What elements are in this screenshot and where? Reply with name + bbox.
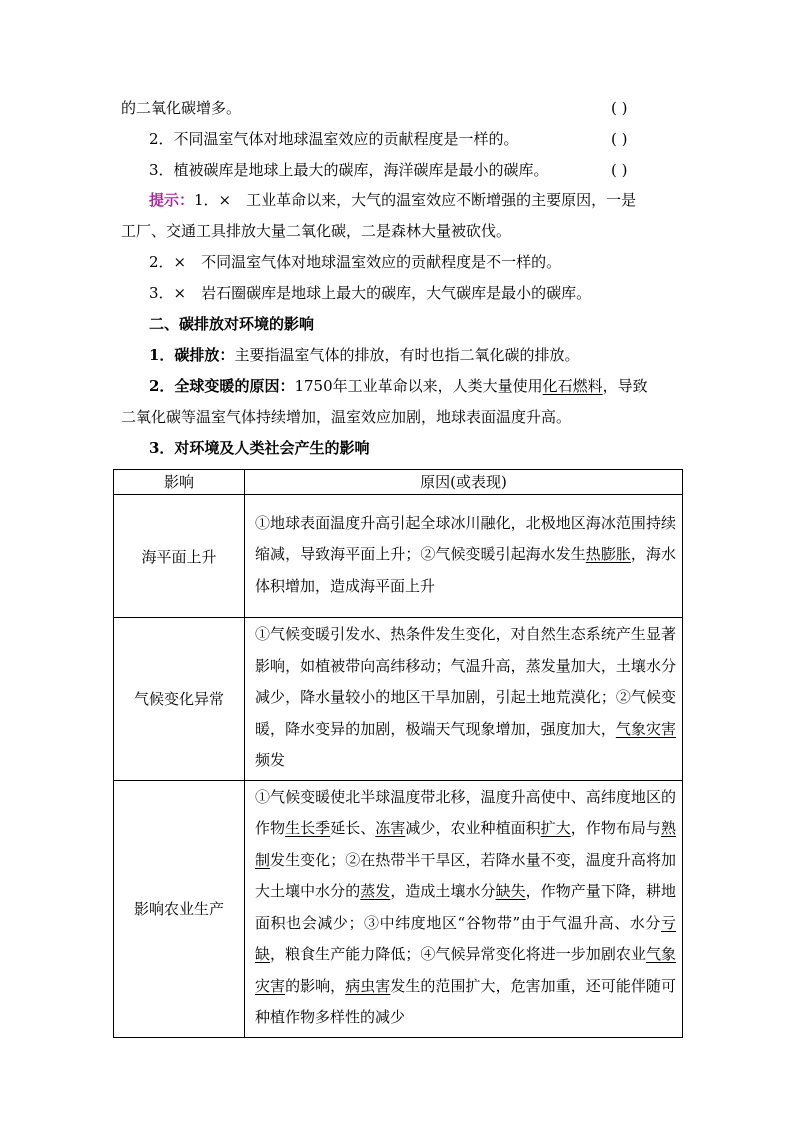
item-1-label: 1．碳排放： xyxy=(149,346,235,364)
underlined-term: 扩大 xyxy=(540,819,571,837)
cause-text: ，作物布局与 xyxy=(570,819,661,837)
impact-cell: 影响农业生产 xyxy=(114,780,245,1037)
item-2-text-a: 1750年工业革命以来，人类大量使用 xyxy=(294,377,543,395)
underlined-term: 冻害 xyxy=(375,819,406,837)
underlined-term: 生长季 xyxy=(285,819,331,837)
item-1 xyxy=(149,345,579,365)
underlined-term: 热膨胀 xyxy=(585,545,631,564)
hint-line-3: 2．× 不同温室气体对地球温室效应的贡献程度是不一样的。 xyxy=(149,253,562,271)
item-2-label: 2．全球变暖的原因： xyxy=(149,377,295,395)
underlined-term: 亏缺 xyxy=(255,913,676,963)
answer-blank-1: ( ) xyxy=(611,99,628,117)
cause-cell xyxy=(245,780,683,1037)
cause-text: ①气候变暖引发水、热条件发生变化，对自然生态系统产生显著影响，如植被带向高纬移动；气温升高，蒸发量加大，土壤水分减少，降水量较小的地区干旱加剧，引起土地荒漠化；②气候变暖，降水变异的加剧，极端天气现象增加，强度加大， xyxy=(255,625,676,738)
cause-cell xyxy=(245,495,683,618)
underlined-term: 气象灾害 xyxy=(255,945,676,995)
question-2: 2．不同温室气体对地球温室效应的贡献程度是一样的。 xyxy=(149,130,519,148)
table-row xyxy=(114,618,683,781)
cause-text: 发生变化；②在热带半干旱区，若降水量不变，温度升高将加大土壤中水分的 xyxy=(255,850,676,900)
table-row xyxy=(114,780,683,1037)
hint-line-2: 工厂、交通工具排放大量二氧化碳，二是森林大量被砍伐。 xyxy=(121,222,512,240)
hint-line-4: 3．× 岩石圈碳库是地球上最大的碳库，大气碳库是最小的碳库。 xyxy=(149,284,592,302)
cause-text: ①气候变暖使北半球温度带北移，温度升高使中、高纬度地区的作物 xyxy=(255,787,676,837)
cause-text: ，粮食生产能力降低；④气候异常变化将进一步加剧农业 xyxy=(270,945,646,963)
header-cause: 原因(或表现) xyxy=(245,470,683,495)
underlined-term: 病虫害 xyxy=(345,976,391,995)
hint-label: 提示： xyxy=(149,191,195,209)
cause-text: ，造成土壤水分 xyxy=(390,882,496,900)
underlined-term: 蒸发 xyxy=(360,882,391,900)
underlined-term: 气象灾害 xyxy=(615,719,676,738)
cause-cell xyxy=(245,618,683,781)
cause-text: 的影响， xyxy=(285,976,346,995)
hint-text-1: 1．× 工业革命以来，大气的温室效应不断增强的主要原因，一是 xyxy=(194,191,637,209)
item-1-text: 主要指温室气体的排放，有时也指二氧化碳的排放。 xyxy=(234,346,580,364)
header-impact: 影响 xyxy=(114,470,245,495)
item-2-line-2: 二氧化碳等温室气体持续增加，温室效应加剧，地球表面温度升高。 xyxy=(121,408,572,426)
cause-text: 发生的范围扩大，危害加重，还可能伴随可种植作物多样性的减少 xyxy=(255,976,676,1026)
cause-text: ①地球表面温度升高引起全球冰川融化，北极地区海冰范围持续缩减，导致海平面上升；②气候变暖引起海水发生 xyxy=(255,513,676,564)
question-1-continuation: 的二氧化碳增多。 xyxy=(121,99,242,117)
cause-text: ，海水体积增加，造成海平面上升 xyxy=(255,545,676,595)
answer-blank-3: ( ) xyxy=(611,161,628,179)
hint-line-1 xyxy=(149,190,636,210)
section-heading: 二、碳排放对环境的影响 xyxy=(149,315,315,333)
question-3: 3．植被碳库是地球上最大的碳库，海洋碳库是最小的碳库。 xyxy=(149,161,549,179)
item-2 xyxy=(149,376,648,396)
item-2-underlined: 化石燃料 xyxy=(542,377,603,395)
impact-cell: 海平面上升 xyxy=(114,495,245,618)
item-3: 3．对环境及人类社会产生的影响 xyxy=(149,439,370,457)
cause-text: 减少，农业种植面积 xyxy=(405,819,541,837)
table-header-row xyxy=(114,470,683,495)
underlined-term: 熟制 xyxy=(255,819,676,869)
cause-text: 延长、 xyxy=(330,819,376,837)
answer-blank-2: ( ) xyxy=(611,130,628,148)
impact-cell: 气候变化异常 xyxy=(114,618,245,781)
impact-table xyxy=(113,469,683,1038)
cause-text: ，作物产量下降，耕地面积也会减少；③中纬度地区“谷物带”由于气温升高、水分 xyxy=(255,882,676,932)
underlined-term: 缺失 xyxy=(495,882,526,900)
table-row xyxy=(114,495,683,618)
cause-text: 频发 xyxy=(255,751,286,769)
item-2-text-b: ，导致 xyxy=(602,377,648,395)
